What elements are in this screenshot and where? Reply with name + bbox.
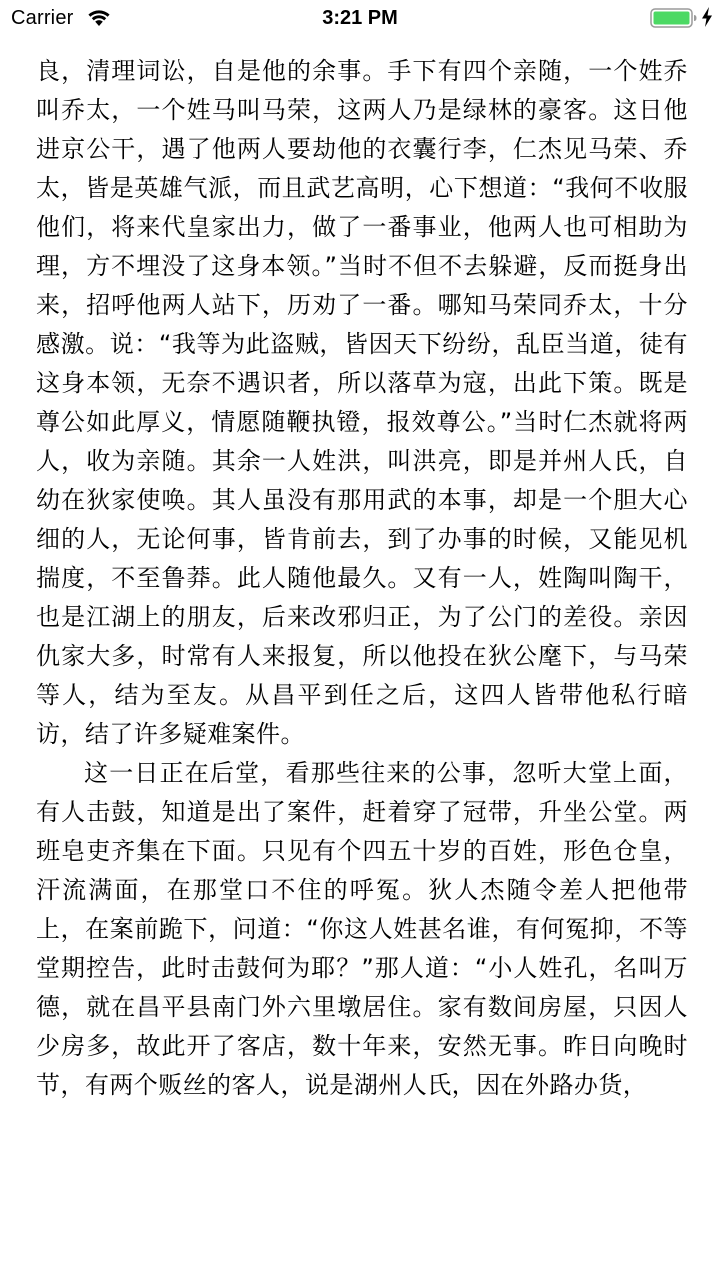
reader-content[interactable]	[36, 52, 688, 1262]
carrier-label: Carrier	[11, 7, 74, 29]
paragraph: 这一日正在后堂，看那些往来的公事，忽听大堂上面，有人击鼓，知道是出了案件，赶着穿了冠带，升坐公堂。两班皂吏齐集在下面。只见有个四五十岁的百姓，形色仓皇，汗流满面，在那堂口不住的呼冤。狄人杰随令差人把他带上，在案前跪下，问道：“你这人姓甚名谁，有何冤抑，不等堂期控告，此时击鼓何为耶？”那人道：“小人姓孔，名叫万德，就在昌平县南门外六里墩居住。家有数间房屋，只因人少房多，故此开了客店，数十年来，安然无事。昨日向晚时节，有两个贩丝的客人，说是湖州人氏，因在外路办货，	[36, 759, 688, 1099]
battery-icon	[650, 8, 698, 28]
status-bar	[0, 0, 720, 40]
charging-icon	[700, 6, 714, 28]
paragraph: 良，清理词讼，自是他的余事。手下有四个亲随，一个姓乔叫乔太，一个姓马叫马荣，这两人乃是绿林的豪客。这日他进京公干，遇了他两人要劫他的衣囊行李，仁杰见马荣、乔太，皆是英雄气派，而且武艺高明，心下想道：“我何不收服他们，将来代皇家出力，做了一番事业，他两人也可相助为理，方不埋没了这身本领。”当时不但不去躲避，反而挺身出来，招呼他两人站下，历劝了一番。哪知马荣同乔太，十分感激。说：“我等为此盗贼，皆因天下纷纷，乱臣当道，徒有这身本领，无奈不遇识者，所以落草为寇，出此下策。既是尊公如此厚义，情愿随鞭执镫，报效尊公。”当时仁杰就将两人，收为亲随。其余一人姓洪，叫洪亮，即是并州人氏，自幼在狄家使唤。其人虽没有那用武的本事，却是一个胆大心细的人，无论何事，皆肯前去，到了办事的时候，又能见机揣度，不至鲁莽。此人随他最久。又有一人，姓陶叫陶干，也是江湖上的朋友，后来改邪归正，为了公门的差役。亲因仇家大多，时常有人来报复，所以他投在狄公麾下，与马荣等人，结为至友。从昌平到任之后，这四人皆带他私行暗访，结了许多疑难案件。	[36, 57, 688, 748]
status-time: 3:21 PM	[322, 7, 398, 29]
